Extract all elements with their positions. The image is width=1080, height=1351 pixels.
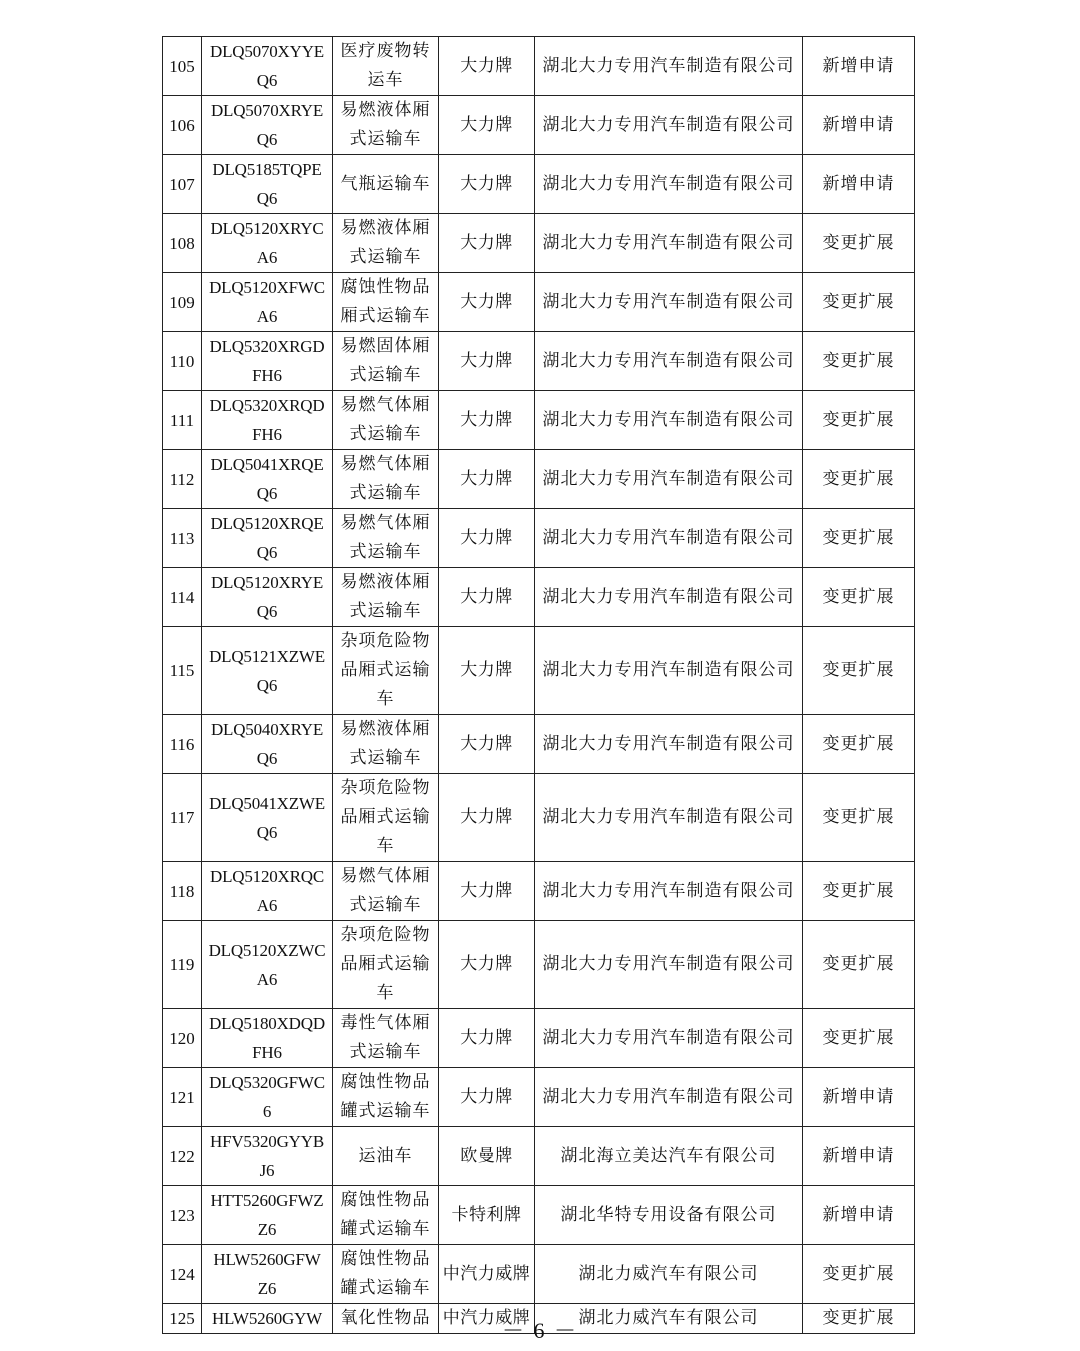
application-type-cell: 变更扩展 xyxy=(803,862,915,921)
brand-cell: 大力牌 xyxy=(439,37,535,96)
vehicle-name-cell xyxy=(333,509,439,568)
table-row xyxy=(163,273,915,332)
model-cell xyxy=(202,37,333,96)
model-cell-line: A6 xyxy=(256,307,278,326)
model-cell-line: Q6 xyxy=(256,189,278,208)
vehicle-name-cell-line: 杂项危险物 xyxy=(340,925,431,945)
company-cell: 湖北大力专用汽车制造有限公司 xyxy=(535,96,803,155)
company-cell: 湖北大力专用汽车制造有限公司 xyxy=(535,627,803,715)
model-cell-line: HFV5320GYYB xyxy=(210,1132,324,1151)
model-cell-line: Q6 xyxy=(256,484,278,503)
table-row xyxy=(163,37,915,96)
table-body xyxy=(163,37,915,1334)
row-number-cell: 124 xyxy=(163,1245,202,1304)
company-cell: 湖北力威汽车有限公司 xyxy=(535,1245,803,1304)
company-cell: 湖北大力专用汽车制造有限公司 xyxy=(535,1068,803,1127)
model-cell xyxy=(202,391,333,450)
model-cell-line: HTT5260GFWZ xyxy=(210,1191,324,1210)
vehicle-name-cell-line: 运油车 xyxy=(358,1145,413,1166)
model-cell-line: A6 xyxy=(256,248,278,267)
model-cell xyxy=(202,1068,333,1127)
vehicle-name-cell-line: 式运输车 xyxy=(349,247,422,267)
model-cell-line: Q6 xyxy=(256,602,278,621)
brand-cell: 大力牌 xyxy=(439,273,535,332)
table-row xyxy=(163,1068,915,1127)
model-cell xyxy=(202,509,333,568)
model-cell xyxy=(202,1009,333,1068)
model-cell-line: DLQ5320GFWC xyxy=(209,1073,325,1092)
model-cell-line: DLQ5041XZWE xyxy=(209,793,325,813)
model-cell-line: A6 xyxy=(256,969,278,989)
brand-cell: 大力牌 xyxy=(439,1068,535,1127)
company-cell: 湖北大力专用汽车制造有限公司 xyxy=(535,332,803,391)
application-type-cell: 变更扩展 xyxy=(803,921,915,1009)
vehicle-name-cell-line: 易燃气体厢 xyxy=(340,513,431,533)
brand-cell: 大力牌 xyxy=(439,774,535,862)
model-cell xyxy=(202,568,333,627)
model-cell-line: DLQ5070XRYE xyxy=(210,101,324,120)
vehicle-name-cell xyxy=(333,332,439,391)
vehicle-name-cell-line: 运车 xyxy=(367,70,404,90)
model-cell-line: DLQ5120XZWC xyxy=(208,940,326,960)
model-cell-line: DLQ5121XZWE xyxy=(209,646,325,666)
vehicle-name-cell xyxy=(333,214,439,273)
model-cell-line: DLQ5120XFWC xyxy=(209,278,325,297)
row-number-cell: 121 xyxy=(163,1068,202,1127)
vehicle-name-cell xyxy=(333,774,439,862)
vehicle-name-cell xyxy=(333,627,439,715)
table-row xyxy=(163,774,915,862)
model-cell-line: HLW5260GYW xyxy=(211,1309,323,1328)
row-number-cell: 112 xyxy=(163,450,202,509)
model-cell xyxy=(202,214,333,273)
table-row xyxy=(163,627,915,715)
model-cell-line: Q6 xyxy=(256,130,278,149)
vehicle-name-cell-line: 易燃液体厢 xyxy=(340,100,431,120)
application-type-cell: 变更扩展 xyxy=(803,1009,915,1068)
table-row xyxy=(163,1009,915,1068)
model-cell-line: FH6 xyxy=(252,1043,282,1062)
row-number-cell: 114 xyxy=(163,568,202,627)
company-cell: 湖北大力专用汽车制造有限公司 xyxy=(535,774,803,862)
vehicle-name-cell-line: 式运输车 xyxy=(349,1042,422,1062)
application-type-cell: 变更扩展 xyxy=(803,509,915,568)
vehicle-name-cell xyxy=(333,568,439,627)
vehicle-name-cell-line: 易燃液体厢 xyxy=(340,218,431,238)
model-cell xyxy=(202,627,333,715)
row-number-cell: 110 xyxy=(163,332,202,391)
vehicle-name-cell xyxy=(333,450,439,509)
company-cell: 湖北大力专用汽车制造有限公司 xyxy=(535,921,803,1009)
model-cell-line: HLW5260GFW xyxy=(213,1250,321,1269)
vehicle-name-cell-line: 车 xyxy=(376,689,395,709)
vehicle-name-cell-line: 氧化性物品 xyxy=(340,1308,431,1328)
brand-cell: 大力牌 xyxy=(439,1009,535,1068)
application-type-cell: 新增申请 xyxy=(803,155,915,214)
vehicle-name-cell xyxy=(333,37,439,96)
application-type-cell: 变更扩展 xyxy=(803,627,915,715)
model-cell xyxy=(202,862,333,921)
vehicle-name-cell-line: 式运输车 xyxy=(349,601,422,621)
vehicle-name-cell-line: 车 xyxy=(376,983,395,1003)
company-cell: 湖北大力专用汽车制造有限公司 xyxy=(535,450,803,509)
model-cell xyxy=(202,1186,333,1245)
model-cell-line: DLQ5120XRYC xyxy=(210,219,324,238)
application-type-cell: 变更扩展 xyxy=(803,214,915,273)
model-cell xyxy=(202,715,333,774)
row-number-cell: 118 xyxy=(163,862,202,921)
table-row xyxy=(163,1186,915,1245)
model-cell xyxy=(202,96,333,155)
brand-cell: 大力牌 xyxy=(439,391,535,450)
vehicle-name-cell-line: 车 xyxy=(376,836,395,856)
model-cell-line: DLQ5041XRQE xyxy=(210,455,324,474)
model-cell-line: Z6 xyxy=(257,1279,277,1298)
application-type-cell: 变更扩展 xyxy=(803,1245,915,1304)
company-cell: 湖北大力专用汽车制造有限公司 xyxy=(535,1009,803,1068)
row-number-cell: 107 xyxy=(163,155,202,214)
vehicle-name-cell-line: 式运输车 xyxy=(349,895,422,915)
application-type-cell: 新增申请 xyxy=(803,1127,915,1186)
application-type-cell: 变更扩展 xyxy=(803,568,915,627)
model-cell-line: Q6 xyxy=(256,675,278,695)
model-cell-line: DLQ5180XDQD xyxy=(209,1014,325,1033)
vehicle-name-cell xyxy=(333,1245,439,1304)
vehicle-name-cell-line: 式运输车 xyxy=(349,542,422,562)
vehicle-name-cell-line: 式运输车 xyxy=(349,129,422,149)
row-number-cell: 113 xyxy=(163,509,202,568)
company-cell: 湖北大力专用汽车制造有限公司 xyxy=(535,273,803,332)
table-row xyxy=(163,155,915,214)
model-cell-line: DLQ5120XRYE xyxy=(210,573,324,592)
vehicle-name-cell-line: 式运输车 xyxy=(349,483,422,503)
vehicle-name-cell xyxy=(333,1009,439,1068)
brand-cell: 大力牌 xyxy=(439,214,535,273)
brand-cell: 大力牌 xyxy=(439,568,535,627)
vehicle-name-cell-line: 品厢式运输 xyxy=(340,954,431,974)
brand-cell: 大力牌 xyxy=(439,862,535,921)
vehicle-name-cell xyxy=(333,1186,439,1245)
row-number-cell: 115 xyxy=(163,627,202,715)
vehicle-name-cell-line: 易燃气体厢 xyxy=(340,395,431,415)
model-cell-line: DLQ5185TQPE xyxy=(212,160,322,179)
vehicle-name-cell xyxy=(333,1068,439,1127)
company-cell: 湖北大力专用汽车制造有限公司 xyxy=(535,568,803,627)
row-number-cell: 108 xyxy=(163,214,202,273)
vehicle-name-cell-line: 腐蚀性物品 xyxy=(340,1072,431,1092)
company-cell: 湖北大力专用汽车制造有限公司 xyxy=(535,715,803,774)
vehicle-name-cell-line: 罐式运输车 xyxy=(340,1101,431,1121)
model-cell-line: DLQ5320XRQD xyxy=(209,396,325,415)
brand-cell: 大力牌 xyxy=(439,509,535,568)
brand-cell: 大力牌 xyxy=(439,332,535,391)
model-cell-line: DLQ5120XRQC xyxy=(210,867,324,886)
model-cell-line: Q6 xyxy=(256,822,278,842)
table-row xyxy=(163,568,915,627)
vehicle-name-cell xyxy=(333,715,439,774)
row-number-cell: 116 xyxy=(163,715,202,774)
vehicle-name-cell-line: 易燃液体厢 xyxy=(340,719,431,739)
model-cell xyxy=(202,155,333,214)
vehicle-name-cell xyxy=(333,1127,439,1186)
model-cell xyxy=(202,450,333,509)
table-row xyxy=(163,450,915,509)
brand-cell: 中汽力威牌 xyxy=(439,1304,535,1334)
vehicle-name-cell-line: 式运输车 xyxy=(349,748,422,768)
row-number-cell: 123 xyxy=(163,1186,202,1245)
model-cell-line: Z6 xyxy=(257,1220,277,1239)
company-cell: 湖北大力专用汽车制造有限公司 xyxy=(535,214,803,273)
model-cell-line: DLQ5040XRYE xyxy=(210,720,324,739)
vehicle-name-cell-line: 毒性气体厢 xyxy=(340,1013,431,1033)
table-row xyxy=(163,391,915,450)
vehicle-name-cell-line: 杂项危险物 xyxy=(340,778,431,798)
vehicle-name-cell xyxy=(333,921,439,1009)
model-cell xyxy=(202,921,333,1009)
table-row xyxy=(163,862,915,921)
application-type-cell: 变更扩展 xyxy=(803,450,915,509)
table-row xyxy=(163,96,915,155)
vehicle-name-cell-line: 医疗废物转 xyxy=(340,41,431,61)
vehicle-name-cell-line: 气瓶运输车 xyxy=(340,173,431,194)
row-number-cell: 125 xyxy=(163,1304,202,1334)
model-cell-line: J6 xyxy=(259,1161,275,1180)
table-row xyxy=(163,921,915,1009)
model-cell-line: Q6 xyxy=(256,71,278,90)
vehicle-name-cell-line: 腐蚀性物品 xyxy=(340,277,431,297)
row-number-cell: 119 xyxy=(163,921,202,1009)
model-cell-line: Q6 xyxy=(256,543,278,562)
vehicle-name-cell-line: 式运输车 xyxy=(349,424,422,444)
brand-cell: 大力牌 xyxy=(439,627,535,715)
application-type-cell: 变更扩展 xyxy=(803,715,915,774)
company-cell: 湖北海立美达汽车有限公司 xyxy=(535,1127,803,1186)
model-cell xyxy=(202,273,333,332)
row-number-cell: 117 xyxy=(163,774,202,862)
model-cell xyxy=(202,332,333,391)
brand-cell: 大力牌 xyxy=(439,715,535,774)
vehicle-name-cell xyxy=(333,862,439,921)
vehicle-name-cell-line: 杂项危险物 xyxy=(340,631,431,651)
company-cell: 湖北大力专用汽车制造有限公司 xyxy=(535,862,803,921)
table-row xyxy=(163,214,915,273)
vehicle-name-cell-line: 易燃固体厢 xyxy=(340,336,431,356)
model-cell-line: 6 xyxy=(262,1102,272,1121)
model-cell xyxy=(202,774,333,862)
application-type-cell: 新增申请 xyxy=(803,1068,915,1127)
table-row xyxy=(163,332,915,391)
company-cell: 湖北华特专用设备有限公司 xyxy=(535,1186,803,1245)
vehicle-name-cell-line: 易燃气体厢 xyxy=(340,454,431,474)
vehicle-name-cell xyxy=(333,96,439,155)
company-cell: 湖北大力专用汽车制造有限公司 xyxy=(535,155,803,214)
vehicle-name-cell xyxy=(333,155,439,214)
table-row xyxy=(163,1127,915,1186)
brand-cell: 大力牌 xyxy=(439,450,535,509)
vehicle-name-cell-line: 易燃气体厢 xyxy=(340,866,431,886)
model-cell-line: A6 xyxy=(256,896,278,915)
application-type-cell: 新增申请 xyxy=(803,1186,915,1245)
application-type-cell: 变更扩展 xyxy=(803,391,915,450)
brand-cell: 卡特利牌 xyxy=(439,1186,535,1245)
vehicle-name-cell-line: 罐式运输车 xyxy=(340,1278,431,1298)
vehicle-name-cell-line: 腐蚀性物品 xyxy=(340,1190,431,1210)
model-cell-line: FH6 xyxy=(252,425,282,444)
table-row xyxy=(163,1245,915,1304)
table-row xyxy=(163,509,915,568)
brand-cell: 大力牌 xyxy=(439,155,535,214)
application-type-cell: 新增申请 xyxy=(803,37,915,96)
application-type-cell: 变更扩展 xyxy=(803,332,915,391)
row-number-cell: 105 xyxy=(163,37,202,96)
vehicle-name-cell-line: 品厢式运输 xyxy=(340,660,431,680)
brand-cell: 中汽力威牌 xyxy=(439,1245,535,1304)
brand-cell: 大力牌 xyxy=(439,921,535,1009)
model-cell-line: DLQ5120XRQE xyxy=(210,514,324,533)
row-number-cell: 120 xyxy=(163,1009,202,1068)
application-type-cell: 新增申请 xyxy=(803,96,915,155)
vehicle-name-cell xyxy=(333,273,439,332)
vehicle-name-cell xyxy=(333,391,439,450)
row-number-cell: 111 xyxy=(163,391,202,450)
application-type-cell: 变更扩展 xyxy=(803,1304,915,1334)
model-cell-line: DLQ5070XYYE xyxy=(210,42,324,61)
model-cell xyxy=(202,1245,333,1304)
row-number-cell: 109 xyxy=(163,273,202,332)
brand-cell: 欧曼牌 xyxy=(439,1127,535,1186)
vehicle-name-cell-line: 易燃液体厢 xyxy=(340,572,431,592)
vehicle-catalog-table xyxy=(162,36,915,1334)
row-number-cell: 122 xyxy=(163,1127,202,1186)
vehicle-name-cell-line: 罐式运输车 xyxy=(340,1219,431,1239)
model-cell-line: FH6 xyxy=(252,366,282,385)
table-row xyxy=(163,715,915,774)
application-type-cell: 变更扩展 xyxy=(803,273,915,332)
company-cell: 湖北大力专用汽车制造有限公司 xyxy=(535,391,803,450)
row-number-cell: 106 xyxy=(163,96,202,155)
vehicle-name-cell-line: 厢式运输车 xyxy=(340,306,431,326)
vehicle-name-cell-line: 腐蚀性物品 xyxy=(340,1249,431,1269)
model-cell-line: Q6 xyxy=(256,749,278,768)
application-type-cell: 变更扩展 xyxy=(803,774,915,862)
vehicle-name-cell-line: 式运输车 xyxy=(349,365,422,385)
brand-cell: 大力牌 xyxy=(439,96,535,155)
company-cell: 湖北大力专用汽车制造有限公司 xyxy=(535,509,803,568)
page-number: － 6 － xyxy=(501,1318,578,1343)
model-cell-line: DLQ5320XRGD xyxy=(209,337,325,356)
vehicle-name-cell-line: 品厢式运输 xyxy=(340,807,431,827)
model-cell xyxy=(202,1127,333,1186)
company-cell: 湖北力威汽车有限公司 xyxy=(535,1304,803,1334)
company-cell: 湖北大力专用汽车制造有限公司 xyxy=(535,37,803,96)
